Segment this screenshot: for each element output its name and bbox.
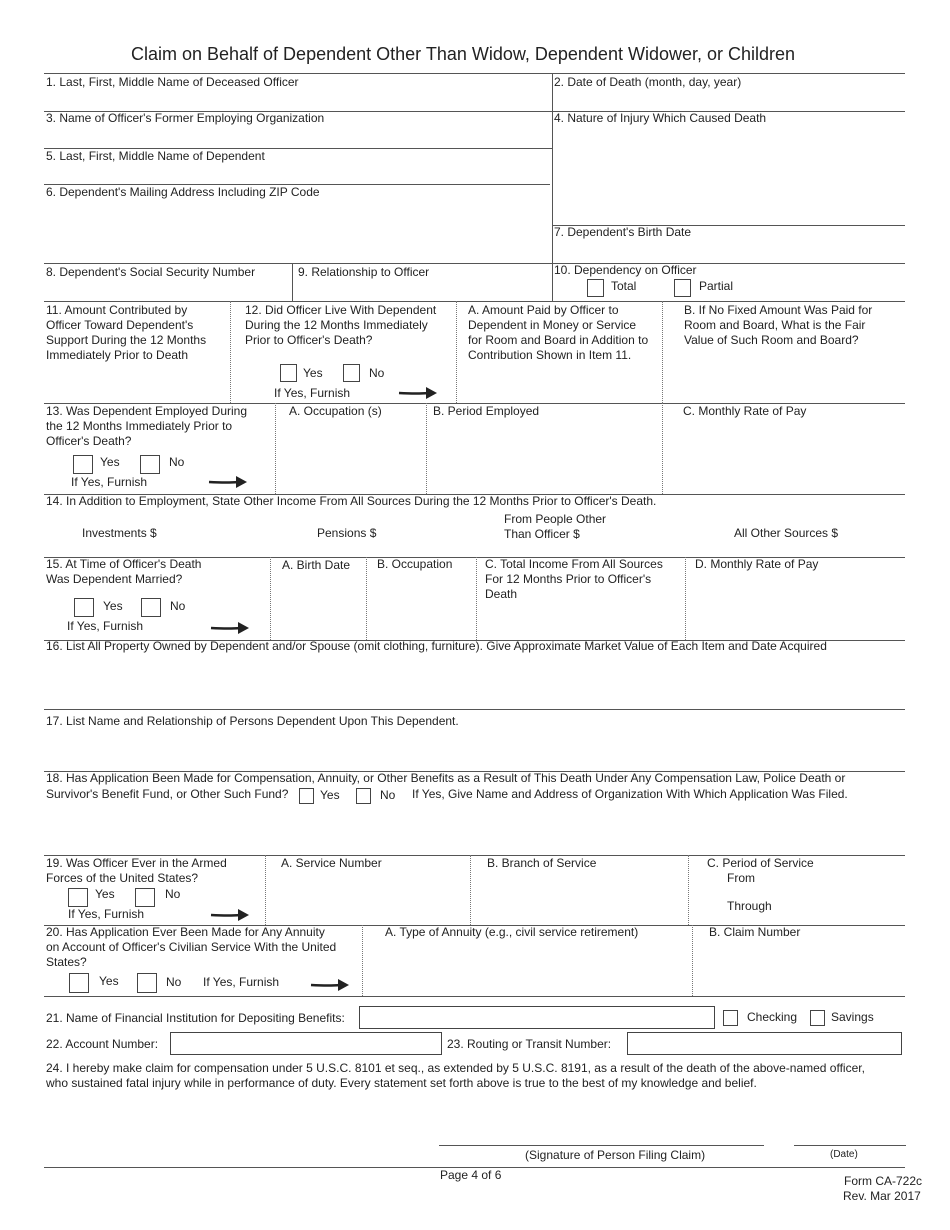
dependency-partial-checkbox[interactable] bbox=[674, 279, 691, 297]
item-12-if-yes-label: If Yes, Furnish bbox=[274, 386, 351, 400]
arrow-right-icon bbox=[208, 474, 248, 490]
page-number: Page 4 of 6 bbox=[440, 1168, 502, 1182]
dependency-total-label: Total bbox=[611, 279, 637, 293]
item-19-yes-label: Yes bbox=[95, 887, 115, 901]
item-16-label: 16. List All Property Owned by Dependent and/or Spouse (omit clothing, furniture). Give Approximate Market Value of Each Item and Date Acquired bbox=[46, 639, 827, 653]
column-divider bbox=[456, 301, 457, 403]
item-14-pensions-label: Pensions $ bbox=[317, 526, 377, 540]
item-13-yes-label: Yes bbox=[100, 455, 120, 469]
item-12-no-checkbox[interactable] bbox=[343, 364, 360, 382]
account-number-input[interactable] bbox=[170, 1032, 442, 1055]
column-divider bbox=[476, 557, 477, 640]
checking-checkbox[interactable] bbox=[723, 1010, 738, 1026]
item-14-people-label: From People Other Than Officer $ bbox=[504, 512, 607, 541]
item-15a-label: A. Birth Date bbox=[282, 558, 351, 572]
item-13-if-yes-label: If Yes, Furnish bbox=[71, 475, 148, 489]
item-14-other-label: All Other Sources $ bbox=[734, 526, 839, 540]
arrow-right-icon bbox=[210, 907, 250, 923]
item-8-label: 8. Dependent's Social Security Number bbox=[46, 265, 256, 279]
signature-label: (Signature of Person Filing Claim) bbox=[525, 1148, 706, 1162]
item-7-label: 7. Dependent's Birth Date bbox=[554, 225, 692, 239]
column-divider bbox=[366, 557, 367, 640]
item-19-label: 19. Was Officer Ever in the Armed Forces of the United States? bbox=[46, 856, 227, 885]
arrow-right-icon bbox=[210, 620, 250, 636]
savings-label: Savings bbox=[831, 1010, 874, 1024]
item-3-label: 3. Name of Officer's Former Employing Organization bbox=[46, 111, 325, 125]
item-12-no-label: No bbox=[369, 366, 385, 380]
item-18-instruction: If Yes, Give Name and Address of Organization With Which Application Was Filed. bbox=[412, 787, 848, 801]
rule bbox=[44, 996, 905, 997]
item-20a-label: A. Type of Annuity (e.g., civil service retirement) bbox=[385, 925, 639, 939]
item-12a-label: A. Amount Paid by Officer to Dependent in Money or Service for Room and Board in Addition to Contribution Shown in Item 11. bbox=[468, 303, 649, 362]
column-divider bbox=[362, 925, 363, 996]
item-20-no-checkbox[interactable] bbox=[137, 973, 157, 993]
savings-checkbox[interactable] bbox=[810, 1010, 825, 1026]
item-15c-label: C. Total Income From All Sources For 12 Months Prior to Officer's Death bbox=[485, 557, 663, 601]
date-label: (Date) bbox=[830, 1149, 858, 1160]
column-divider bbox=[270, 557, 271, 640]
item-20-yes-label: Yes bbox=[99, 974, 119, 988]
column-divider bbox=[292, 263, 293, 301]
item-20b-label: B. Claim Number bbox=[709, 925, 801, 939]
item-20-yes-checkbox[interactable] bbox=[69, 973, 89, 993]
rule bbox=[44, 263, 552, 264]
item-12-yes-label: Yes bbox=[303, 366, 323, 380]
item-19-if-yes-label: If Yes, Furnish bbox=[68, 907, 145, 921]
item-15-yes-checkbox[interactable] bbox=[74, 598, 94, 617]
form-title: Claim on Behalf of Dependent Other Than Widow, Dependent Widower, or Children bbox=[130, 44, 796, 64]
item-19-through-label: Through bbox=[727, 899, 772, 913]
signature-line bbox=[439, 1145, 764, 1146]
dependency-total-checkbox[interactable] bbox=[587, 279, 604, 297]
item-1-label: 1. Last, First, Middle Name of Deceased Officer bbox=[46, 75, 299, 89]
item-13a-label: A. Occupation (s) bbox=[289, 404, 382, 418]
item-4-label: 4. Nature of Injury Which Caused Death bbox=[554, 111, 767, 125]
item-23-label: 23. Routing or Transit Number: bbox=[447, 1037, 612, 1051]
item-15-if-yes-label: If Yes, Furnish bbox=[67, 619, 144, 633]
item-19b-label: B. Branch of Service bbox=[487, 856, 597, 870]
item-20-if-yes-label: If Yes, Furnish bbox=[203, 975, 280, 989]
rule bbox=[44, 73, 905, 74]
item-13-yes-checkbox[interactable] bbox=[73, 455, 93, 474]
checking-label: Checking bbox=[747, 1010, 798, 1024]
rule bbox=[44, 709, 905, 710]
item-12-label: 12. Did Officer Live With Dependent During the 12 Months Immediately Prior to Officer's Death? bbox=[245, 303, 437, 347]
item-20-no-label: No bbox=[166, 975, 182, 989]
item-17-label: 17. List Name and Relationship of Persons Dependent Upon This Dependent. bbox=[46, 714, 459, 728]
column-divider bbox=[230, 301, 231, 403]
routing-number-input[interactable] bbox=[627, 1032, 902, 1055]
dependency-partial-label: Partial bbox=[699, 279, 734, 293]
form-id: Form CA-722c bbox=[844, 1174, 923, 1188]
arrow-right-icon bbox=[398, 385, 438, 401]
item-18-yes-label: Yes bbox=[320, 788, 340, 802]
item-18-label-line1: 18. Has Application Been Made for Compensation, Annuity, or Other Benefits as a Result of This Death Under Any Compensation Law, Police Death or bbox=[46, 771, 846, 785]
item-19-no-checkbox[interactable] bbox=[135, 888, 155, 907]
financial-institution-input[interactable] bbox=[359, 1006, 715, 1029]
form-revision: Rev. Mar 2017 bbox=[843, 1189, 921, 1203]
date-line bbox=[794, 1145, 906, 1146]
item-11-label: 11. Amount Contributed by Officer Toward Dependent's Support During the 12 Months Immediately Prior to Death bbox=[46, 303, 207, 362]
item-12b-label: B. If No Fixed Amount Was Paid for Room and Board, What is the Fair Value of Such Room and Board? bbox=[684, 303, 873, 347]
item-21-label: 21. Name of Financial Institution for Depositing Benefits: bbox=[46, 1011, 345, 1025]
item-19-no-label: No bbox=[165, 887, 181, 901]
item-15d-label: D. Monthly Rate of Pay bbox=[695, 557, 819, 571]
column-divider bbox=[426, 403, 427, 494]
item-19c-label: C. Period of Service bbox=[707, 856, 814, 870]
item-14-label: 14. In Addition to Employment, State Other Income From All Sources During the 12 Months Prior to Officer's Death. bbox=[46, 494, 657, 508]
item-15-no-label: No bbox=[170, 599, 186, 613]
column-divider bbox=[688, 855, 689, 925]
column-divider bbox=[662, 301, 663, 403]
item-15-no-checkbox[interactable] bbox=[141, 598, 161, 617]
item-19-yes-checkbox[interactable] bbox=[68, 888, 88, 907]
item-22-label: 22. Account Number: bbox=[46, 1037, 159, 1051]
rule bbox=[44, 301, 905, 302]
column-divider bbox=[275, 403, 276, 494]
item-18-no-label: No bbox=[380, 788, 396, 802]
item-6-label: 6. Dependent's Mailing Address Including ZIP Code bbox=[46, 185, 320, 199]
column-divider bbox=[685, 557, 686, 640]
item-13-no-checkbox[interactable] bbox=[140, 455, 160, 474]
item-20-label: 20. Has Application Ever Been Made for Any Annuity on Account of Officer's Civilian Service With the United States? bbox=[46, 925, 337, 969]
item-18-yes-checkbox[interactable] bbox=[299, 788, 314, 804]
item-14-investments-label: Investments $ bbox=[82, 526, 157, 540]
item-13b-label: B. Period Employed bbox=[433, 404, 540, 418]
item-10-label: 10. Dependency on Officer bbox=[554, 263, 697, 277]
column-divider bbox=[662, 403, 663, 494]
item-19-from-label: From bbox=[727, 871, 755, 885]
item-12-yes-checkbox[interactable] bbox=[280, 364, 297, 382]
item-2-label: 2. Date of Death (month, day, year) bbox=[554, 75, 742, 89]
arrow-right-icon bbox=[310, 977, 350, 993]
item-24-certification: 24. I hereby make claim for compensation under 5 U.S.C. 8101 et seq., as extended by 5 U.S.C. 8191, as a result of the death of the above-named officer, who sustained fatal injury while in performance of duty. Every statement set forth above is true to the best of my knowledge and belief. bbox=[46, 1061, 865, 1090]
item-13-label: 13. Was Dependent Employed During the 12 Months Immediately Prior to Officer's Death? bbox=[46, 404, 247, 448]
item-13c-label: C. Monthly Rate of Pay bbox=[683, 404, 807, 418]
item-15b-label: B. Occupation bbox=[377, 557, 453, 571]
column-divider bbox=[265, 855, 266, 925]
item-15-label: 15. At Time of Officer's Death Was Dependent Married? bbox=[46, 557, 202, 586]
item-5-label: 5. Last, First, Middle Name of Dependent bbox=[46, 149, 265, 163]
item-15-yes-label: Yes bbox=[103, 599, 123, 613]
column-divider bbox=[470, 855, 471, 925]
item-18-label-line2: Survivor's Benefit Fund, or Other Such Fund? bbox=[46, 787, 289, 801]
item-18-no-checkbox[interactable] bbox=[356, 788, 371, 804]
column-divider bbox=[692, 925, 693, 996]
item-13-no-label: No bbox=[169, 455, 185, 469]
item-9-label: 9. Relationship to Officer bbox=[298, 265, 430, 279]
column-divider bbox=[552, 73, 553, 301]
item-19a-label: A. Service Number bbox=[281, 856, 382, 870]
